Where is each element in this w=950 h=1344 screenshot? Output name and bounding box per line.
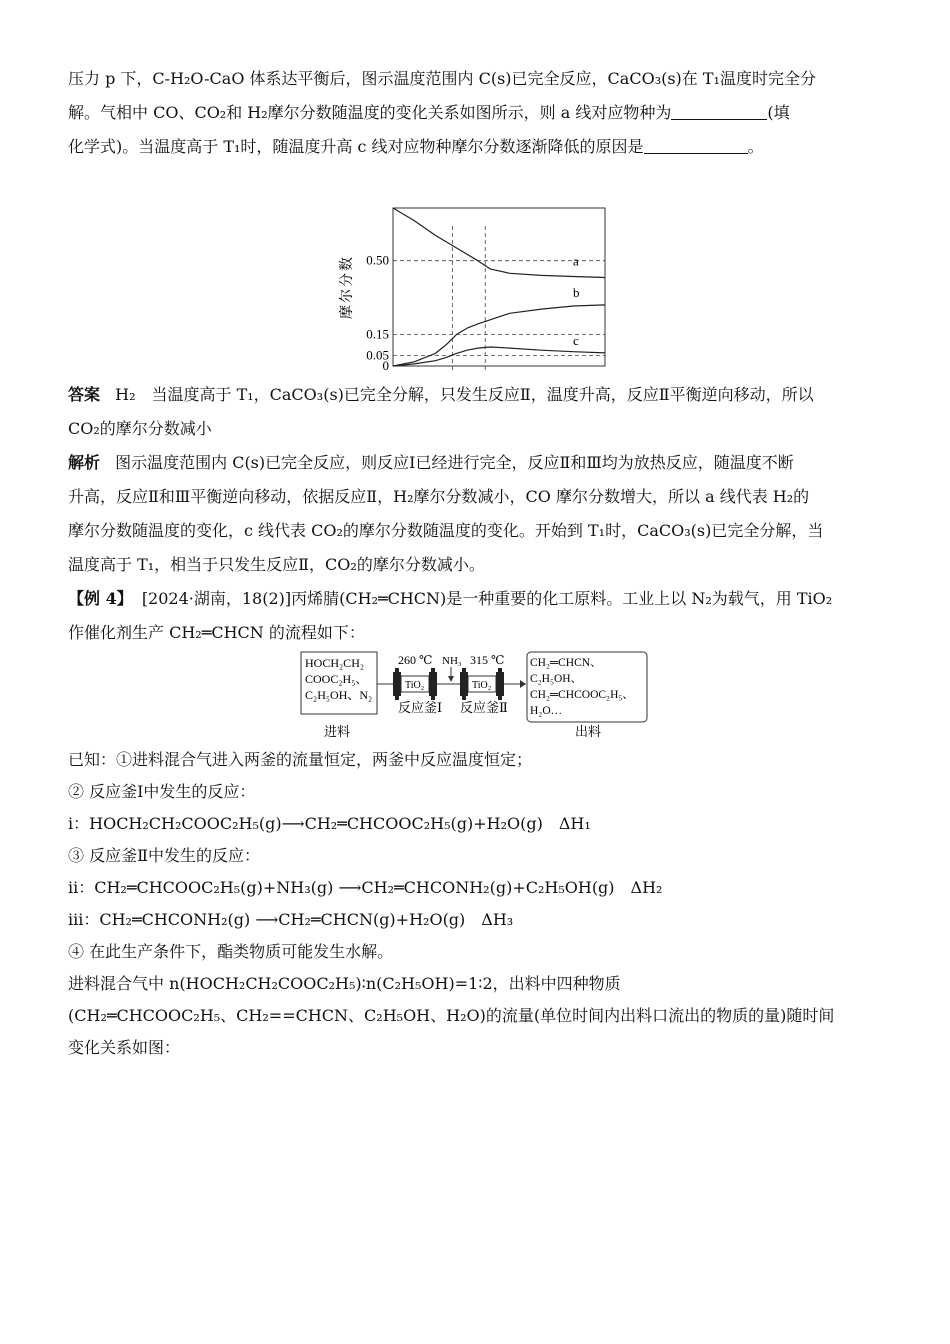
series-label-b: b [573,284,580,300]
reactor-2-label: 反应釜Ⅱ [460,700,508,715]
intro-line-3-text: 化学式)。当温度高于 T₁时，随温度升高 c 线对应物种摩尔分数逐渐降低的原因是 [68,137,644,156]
feed-line-3: C₂H₅OH、N₂ [305,688,373,702]
reaction-3: ⅲ：CH₂═CHCONH₂(g) ⟶CH₂═CHCN(g)+H₂O(g) ΔH₃ [68,910,514,929]
pipe-arrow-head [520,680,526,688]
intro-line-2-text: 解。气相中 CO、CO₂和 H₂摩尔分数随温度的变化关系如图所示，则 a 线对应物种为 [68,103,672,122]
example4-line-2: 作催化剂生产 CH₂═CHCN 的流程如下： [68,623,365,642]
example4-line-1 [68,582,883,616]
example4-label: 【例 4】 [68,589,133,608]
chart-svg [68,164,883,374]
known-6: 变化关系如图： [68,1038,181,1057]
flow-svg [68,650,883,744]
feed-label: 进料 [324,724,351,739]
analysis-line-4: 温度高于 T₁，相当于只发生反应Ⅱ，CO₂的摩尔分数减小。 [68,555,485,574]
nh3-label: NH₃ [442,655,462,667]
answer-blank-1[interactable] [671,99,767,120]
out-line-2: C₂H₅OH、 [530,673,583,685]
y-tick-label: 0.05 [366,347,389,363]
process-flow-diagram [68,650,883,744]
y-axis-label: 摩尔分数 [340,255,355,319]
series-line-c [393,347,605,366]
intro-line-2-tail: (填 [767,103,790,122]
analysis-line-1 [68,446,883,480]
y-tick-label: 0.15 [366,326,389,342]
known-4: 进料混合气中 n(HOCH₂CH₂COOC₂H₅)∶n(C₂H₅OH)=1∶2，出料中四种物质 [68,974,621,993]
feed-line-1: HOCH₂CH₂ [305,656,365,670]
series-label-a: a [573,253,579,269]
answer-line-2: CO₂的摩尔分数减小 [68,419,212,438]
reaction-1: ⅰ：HOCH₂CH₂COOC₂H₅(g)⟶CH₂═CHCOOC₂H₅(g)+H₂O(g) ΔH₁ [68,814,591,833]
analysis-label: 解析 [68,453,101,472]
reactor-1 [393,668,437,700]
known-0: 已知：①进料混合气进入两釜的流量恒定，两釜中反应温度恒定； [68,750,533,769]
feed-line-2: COOC₂H₅、 [305,672,368,686]
out-label: 出料 [575,724,602,739]
temp-2: 315 ℃ [470,653,505,667]
out-line-4: H₂O… [530,705,563,717]
known-5: (CH₂═CHCOOC₂H₅、CH₂==CHCN、C₂H₅OH、H₂O)的流量(单位时间内出料口流出的物质的量)随时间 [68,1006,835,1025]
reaction-2: ⅱ：CH₂═CHCOOC₂H₅(g)+NH₃(g) ⟶CH₂═CHCONH₂(g)+C₂H₅OH(g) ΔH₂ [68,878,663,897]
analysis-text-1: 图示温度范围内 C(s)已完全反应，则反应Ⅰ已经进行完全，反应Ⅱ和Ⅲ均为放热反应，随温度不断 [115,453,794,472]
document-page [68,62,883,1064]
answer-text-1: H₂ 当温度高于 T₁，CaCO₃(s)已完全分解，只发生反应Ⅱ，温度升高，反应Ⅱ平衡逆向移动，所以 [115,385,814,404]
analysis-line-2: 升高，反应Ⅱ和Ⅲ平衡逆向移动，依据反应Ⅱ，H₂摩尔分数减小，CO 摩尔分数增大，所以 a 线代表 H₂的 [68,487,810,506]
known-3: ④ 在此生产条件下，酯类物质可能发生水解。 [68,942,394,961]
y-tick-label: 0.50 [366,252,389,268]
intro-line-1: 压力 p 下，C-H₂O-CaO 体系达平衡后，图示温度范围内 C(s)已完全反应，CaCO₃(s)在 T₁温度时完全分 [68,69,816,88]
series-label-c: c [573,332,579,348]
known-1: ② 反应釜Ⅰ中发生的反应： [68,782,256,801]
reactor-2 [460,668,504,700]
catalyst-label-2: TiO₂ [472,680,492,691]
nh3-arrow-head [448,676,454,682]
answer-blank-2[interactable] [644,133,748,154]
example4-text-1: [2024·湖南，18(2)]丙烯腈(CH₂═CHCN)是一种重要的化工原料。工业上以 N₂为载气，用 TiO₂ [141,589,833,608]
answer-line-1 [68,378,883,412]
catalyst-label-1: TiO₂ [405,680,425,691]
reactor-1-label: 反应釜Ⅰ [398,700,443,715]
known-2: ③ 反应釜Ⅱ中发生的反应： [68,846,260,865]
out-line-1: CH₂═CHCN、 [530,657,602,669]
answer-label: 答案 [68,385,101,404]
y-tick-label: 0 [382,358,389,373]
intro-line-3-tail: 。 [747,137,764,156]
analysis-line-3: 摩尔分数随温度的变化，c 线代表 CO₂的摩尔分数随温度的变化。开始到 T₁时，CaCO₃(s)已完全分解，当 [68,521,824,540]
out-line-3: CH₂═CHCOOC₂H₅、 [530,689,634,701]
mole-fraction-chart [68,164,883,374]
temp-1: 260 ℃ [398,653,433,667]
intro-line-2 [68,96,883,130]
intro-line-3 [68,130,883,164]
